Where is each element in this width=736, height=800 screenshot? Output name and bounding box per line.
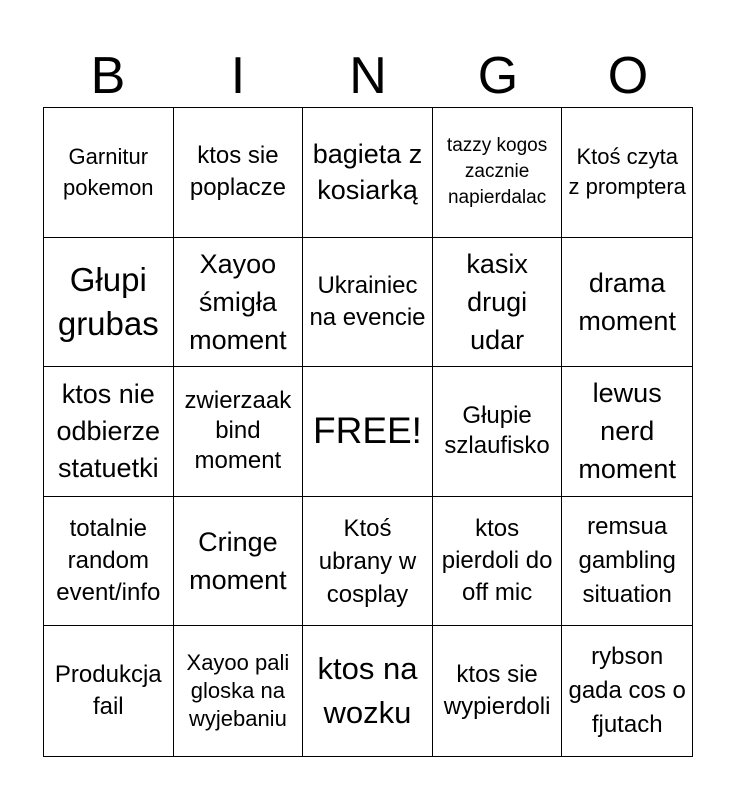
- bingo-cell[interactable]: [433, 367, 563, 497]
- cell-text: Cringe moment: [189, 527, 287, 596]
- cell-text: drama moment: [578, 267, 676, 336]
- bingo-cell[interactable]: [174, 238, 304, 368]
- header-letter-g: G: [477, 47, 519, 105]
- cell-text: bagieta z kosiarką: [312, 139, 423, 206]
- bingo-cell[interactable]: [303, 108, 433, 238]
- header-letter-n: N: [349, 47, 387, 105]
- bingo-cell[interactable]: [44, 367, 174, 497]
- bingo-cell[interactable]: [303, 238, 433, 368]
- free-space-text: FREE!: [313, 410, 422, 452]
- bingo-cell[interactable]: [562, 626, 692, 756]
- cell-text: Produkcja fail: [54, 661, 162, 721]
- cell-text: ktos na wozku: [317, 651, 418, 731]
- bingo-cell[interactable]: [562, 367, 692, 497]
- bingo-cell[interactable]: [44, 497, 174, 627]
- cell-text: Głupi grubas: [57, 260, 159, 342]
- bingo-cell[interactable]: [303, 626, 433, 756]
- cell-text: kasix drugi udar: [466, 248, 528, 355]
- cell-text: Garnitur pokemon: [63, 144, 154, 201]
- bingo-cell[interactable]: [44, 108, 174, 238]
- bingo-header: [43, 46, 693, 106]
- cell-text: tazzy kogos zacznie napierdalac: [446, 135, 548, 209]
- bingo-grid: [43, 107, 693, 757]
- bingo-cell[interactable]: [174, 367, 304, 497]
- bingo-cell[interactable]: [433, 108, 563, 238]
- bingo-cell[interactable]: [174, 497, 304, 627]
- cell-text: rybson gada cos o fjutach: [568, 643, 686, 739]
- bingo-cell[interactable]: [44, 238, 174, 368]
- cell-text: Głupie szlaufisko: [444, 402, 550, 460]
- cell-text: ktos nie odbierze statuetki: [56, 378, 161, 483]
- cell-text: Ktoś czyta z promptera: [568, 144, 686, 200]
- cell-text: zwierzaak bind moment: [184, 387, 292, 475]
- bingo-cell[interactable]: [174, 626, 304, 756]
- bingo-cell[interactable]: [562, 497, 692, 627]
- bingo-cell[interactable]: [562, 108, 692, 238]
- cell-text: Xayoo śmigła moment: [189, 248, 287, 355]
- cell-text: Xayoo pali gloska na wyjebaniu: [186, 650, 290, 732]
- cell-text: remsua gambling situation: [578, 513, 676, 609]
- bingo-cell[interactable]: [433, 497, 563, 627]
- cell-text: ktos pierdoli do off mic: [441, 515, 553, 607]
- bingo-cell[interactable]: [303, 497, 433, 627]
- cell-text: totalnie random event/info: [56, 515, 161, 607]
- bingo-free-space[interactable]: [303, 367, 433, 497]
- cell-text: Ktoś ubrany w cosplay: [318, 514, 417, 608]
- cell-text: lewus nerd moment: [578, 378, 676, 485]
- bingo-cell[interactable]: [174, 108, 304, 238]
- cell-text: ktos sie poplacze: [189, 142, 286, 202]
- bingo-cell[interactable]: [433, 626, 563, 756]
- bingo-cell[interactable]: [44, 626, 174, 756]
- header-letter-o: O: [607, 47, 649, 105]
- cell-text: Ukrainiec na evencie: [309, 271, 426, 331]
- bingo-cell[interactable]: [562, 238, 692, 368]
- header-letter-i: I: [230, 47, 246, 105]
- cell-text: ktos sie wypierdoli: [443, 661, 551, 721]
- header-letter-b: B: [90, 47, 126, 105]
- bingo-cell[interactable]: [433, 238, 563, 368]
